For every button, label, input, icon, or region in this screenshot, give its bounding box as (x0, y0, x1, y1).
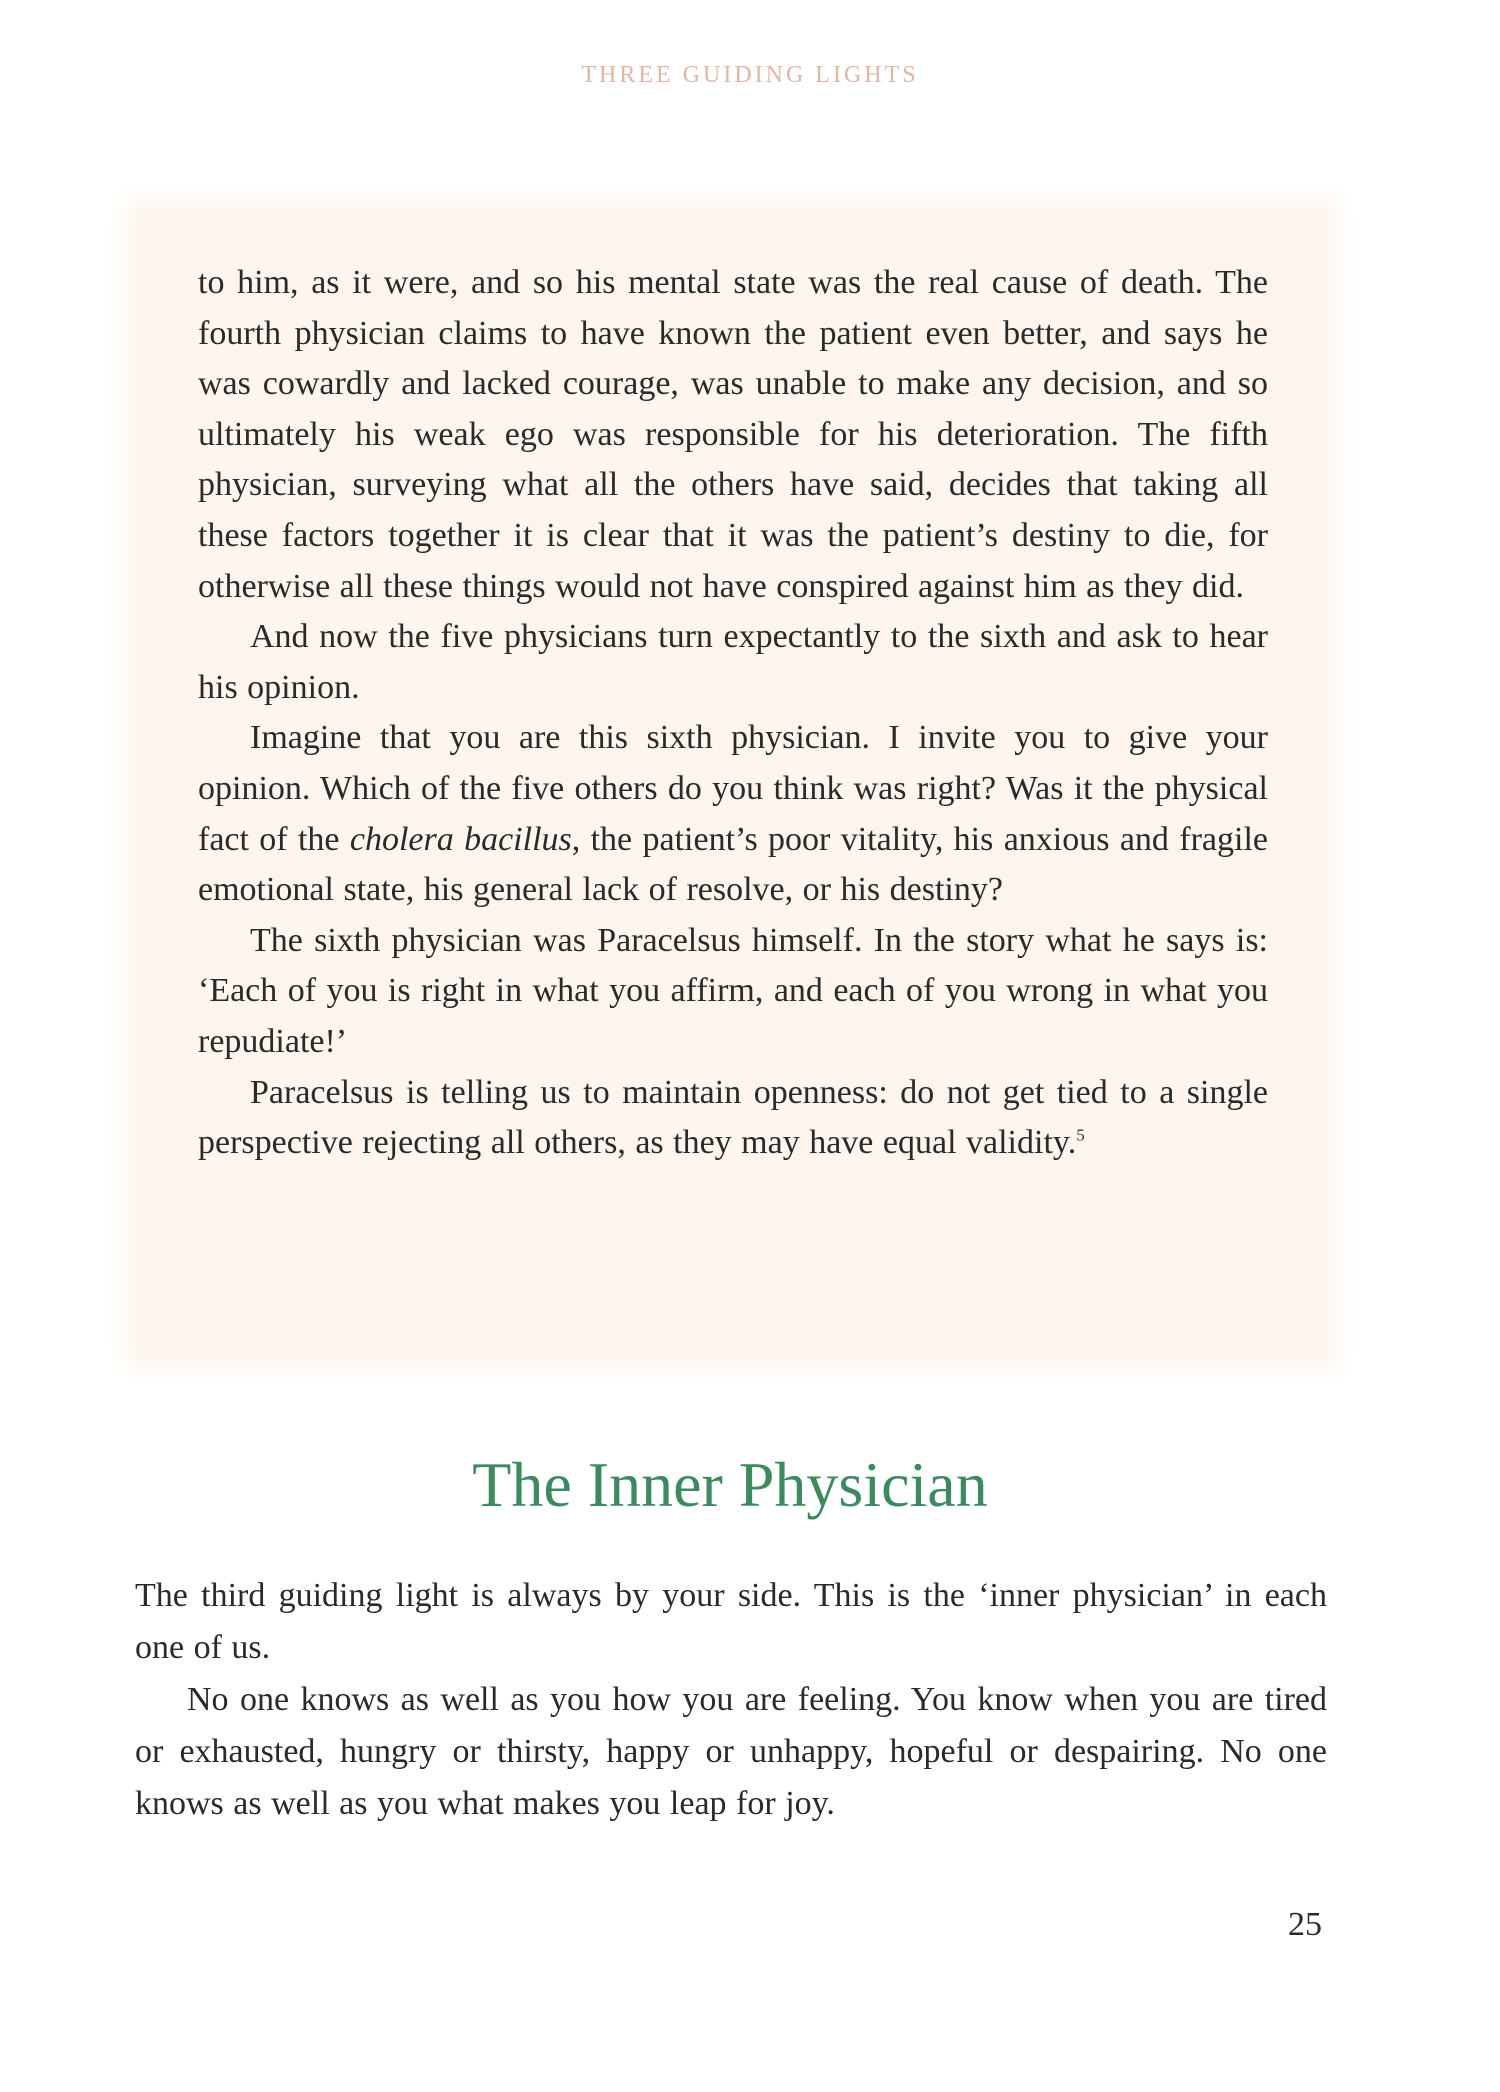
body-text (135, 1570, 1327, 1830)
footnote-marker: 5 (1076, 1125, 1085, 1145)
body-paragraph: No one knows as well as you how you are feeling. You know when you are tired or exhausted, hungry or thirsty, happy or unhappy, hopeful or despairing. No one knows as well as you what makes you leap for joy. (135, 1681, 1327, 1822)
body-paragraph: The third guiding light is always by your side. This is the ‘inner physician’ in each one of us. (135, 1577, 1327, 1666)
page-number: 25 (1288, 1906, 1322, 1943)
running-head: THREE GUIDING LIGHTS (581, 62, 919, 88)
story-text-segment: , the patient’s poor vitality, his anxious and fragile emotional state, his general lack of resolve, or his destiny? (198, 820, 1268, 909)
story-paragraph (198, 1068, 1268, 1169)
story-paragraph (198, 713, 1268, 915)
italic-term: cholera bacillus (349, 820, 572, 858)
story-text-segment: Imagine that you are this sixth physician. I invite you to give your opinion. Which of the five others do you think was right? Was it the physical fact of the (198, 719, 1268, 858)
story-paragraph: The sixth physician was Paracelsus himself. In the story what he says is: ‘Each of you is right in what you affirm, and each of you wrong in what you repudiate!’ (198, 921, 1268, 1060)
story-text-segment: Paracelsus is telling us to maintain openness: do not get tied to a single perspective rejecting all others, as they may have equal validity. (198, 1073, 1268, 1162)
story-paragraph: to him, as it were, and so his mental state was the real cause of death. The fourth physician claims to have known the patient even better, and says he was cowardly and lacked courage, was unable to make any decision, and so ultimately his weak ego was responsible for his deterioration. The fifth physician, surveying what all the others have said, decides that taking all these factors together it is clear that it was the patient’s destiny to die, for otherwise all these things would not have conspired against him as they did. (198, 264, 1268, 605)
quoted-story-text (198, 258, 1268, 1169)
story-paragraph: And now the five physicians turn expectantly to the sixth and ask to hear his opinion. (198, 618, 1268, 706)
section-heading: The Inner Physician (472, 1449, 988, 1520)
